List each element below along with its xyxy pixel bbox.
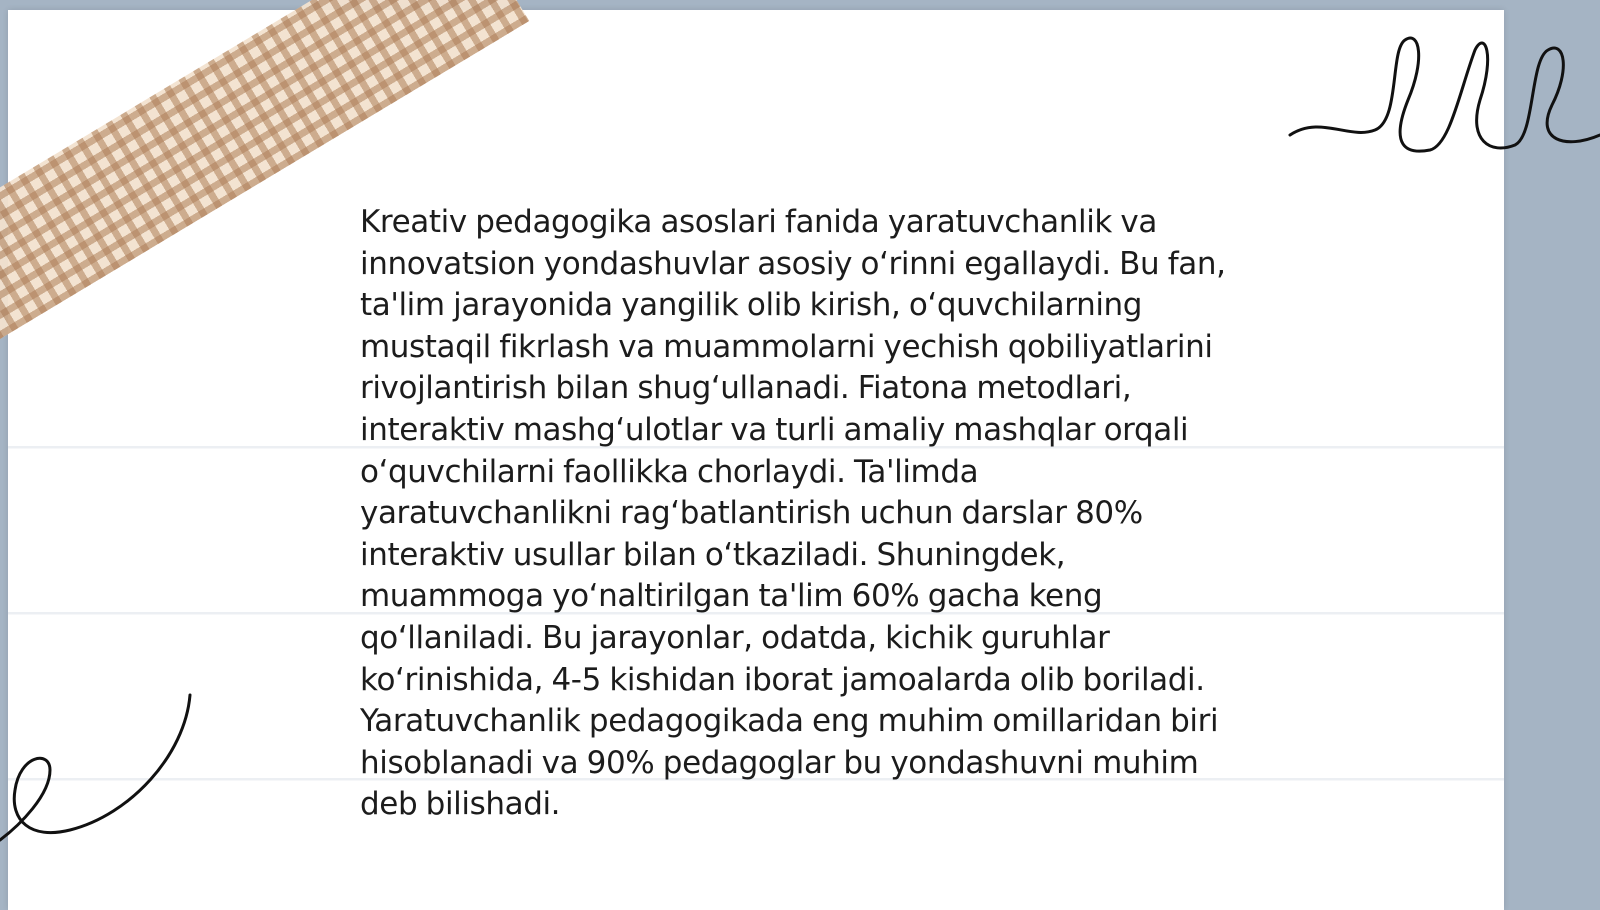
top-right-squiggle-decoration bbox=[1290, 30, 1600, 170]
bottom-left-squiggle-decoration bbox=[0, 695, 200, 850]
body-paragraph: Kreativ pedagogika asoslari fanida yaratuvchanlik va innovatsion yondashuvlar asosiy o‘rinni egallaydi. Bu fan, ta'lim jarayonida yangilik olib kirish, o‘quvchilarning mustaqil fikrlash va muammolarni yechish qobiliyatlarini rivojlantirish bilan shug‘ullanadi. Fiatona metodlari, interaktiv mashg‘ulotlar va turli amaliy mashqlar orqali o‘quvchilarni faollikka chorlaydi. Ta'limda yaratuvchanlikni rag‘batlantirish uchun darslar 80% interaktiv usullar bilan o‘tkaziladi. Shuningdek, muammoga yo‘naltirilgan ta'lim 60% gacha keng qo‘llaniladi. Bu jarayonlar, odatda, kichik guruhlar ko‘rinishida, 4-5 kishidan iborat jamoalarda olib boriladi. Yaratuvchanlik pedagogikada eng muhim omillaridan biri hisoblanadi va 90% pedagoglar bu yondashuvni muhim deb bilishadi. bbox=[360, 204, 1226, 823]
